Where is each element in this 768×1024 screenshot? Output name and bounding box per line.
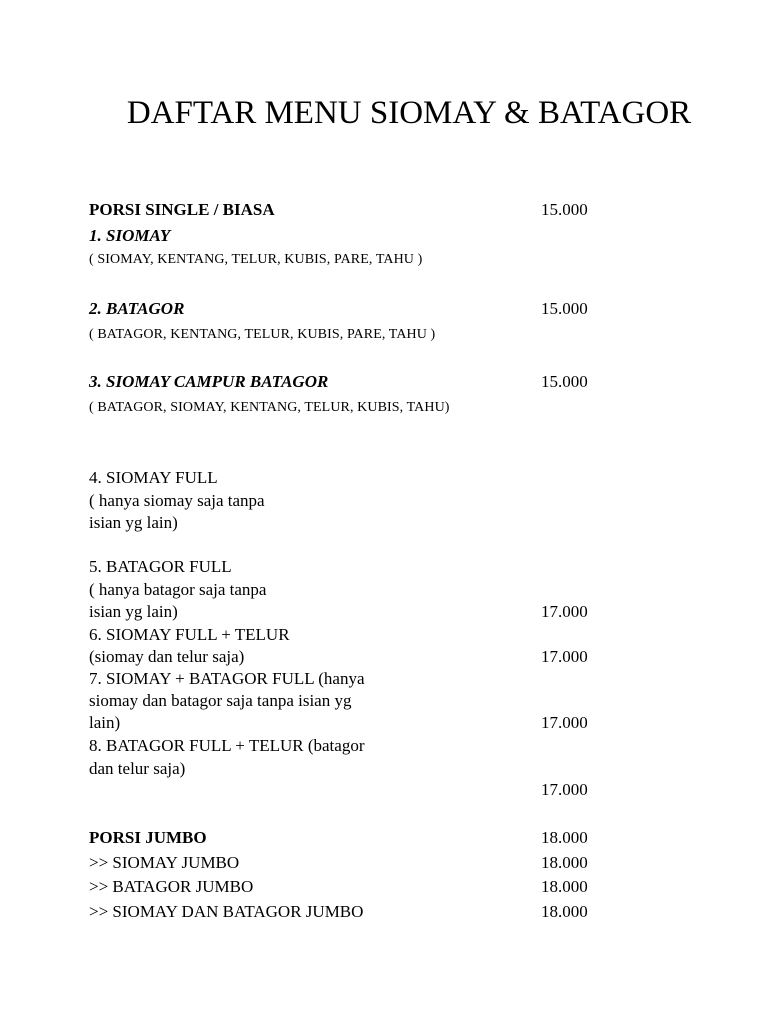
menu-item-name: >> BATAGOR JUMBO <box>89 877 254 896</box>
menu-item-line: ( hanya batagor saja tanpa <box>89 580 267 599</box>
menu-item-price: 15.000 <box>541 299 588 318</box>
menu-item-price: 18.000 <box>541 853 588 872</box>
menu-item-line: 8. BATAGOR FULL + TELUR (batagor <box>89 736 365 755</box>
section-heading-jumbo: PORSI JUMBO <box>89 828 207 847</box>
menu-item-name: 2. BATAGOR <box>89 299 185 318</box>
menu-item-line: ( hanya siomay saja tanpa <box>89 491 265 510</box>
menu-item-price: 17.000 <box>541 713 588 732</box>
menu-item-price: 17.000 <box>541 602 588 621</box>
menu-item-desc: ( SIOMAY, KENTANG, TELUR, KUBIS, PARE, TAHU ) <box>89 252 423 267</box>
menu-item-name: 3. SIOMAY CAMPUR BATAGOR <box>89 372 329 391</box>
menu-item-price: 17.000 <box>541 647 588 666</box>
menu-item-line: isian yg lain) <box>89 602 178 621</box>
menu-item-line: 7. SIOMAY + BATAGOR FULL (hanya <box>89 669 365 688</box>
menu-item-price: 18.000 <box>541 877 588 896</box>
menu-item-line: dan telur saja) <box>89 759 186 778</box>
page-title: DAFTAR MENU SIOMAY & BATAGOR <box>126 95 692 131</box>
menu-item-desc: ( BATAGOR, KENTANG, TELUR, KUBIS, PARE, TAHU ) <box>89 327 436 342</box>
menu-item-price: 15.000 <box>541 372 588 391</box>
menu-item-name: 1. SIOMAY <box>89 226 171 245</box>
menu-item-desc: ( BATAGOR, SIOMAY, KENTANG, TELUR, KUBIS, TAHU) <box>89 400 450 415</box>
menu-item-line: (siomay dan telur saja) <box>89 647 245 666</box>
menu-item-line: 6. SIOMAY FULL + TELUR <box>89 625 290 644</box>
menu-item-line: 4. SIOMAY FULL <box>89 468 218 487</box>
menu-item-name: >> SIOMAY DAN BATAGOR JUMBO <box>89 902 364 921</box>
menu-item-line: lain) <box>89 713 121 732</box>
section-price-jumbo: 18.000 <box>541 828 588 847</box>
menu-item-price: 18.000 <box>541 902 588 921</box>
section-heading-single: PORSI SINGLE / BIASA <box>89 200 275 219</box>
menu-item-line: siomay dan batagor saja tanpa isian yg <box>89 691 352 710</box>
menu-item-line: isian yg lain) <box>89 513 178 532</box>
menu-item-line: 5. BATAGOR FULL <box>89 557 232 576</box>
section-price-single: 15.000 <box>541 200 588 219</box>
menu-item-price: 17.000 <box>541 780 588 799</box>
menu-item-name: >> SIOMAY JUMBO <box>89 853 240 872</box>
